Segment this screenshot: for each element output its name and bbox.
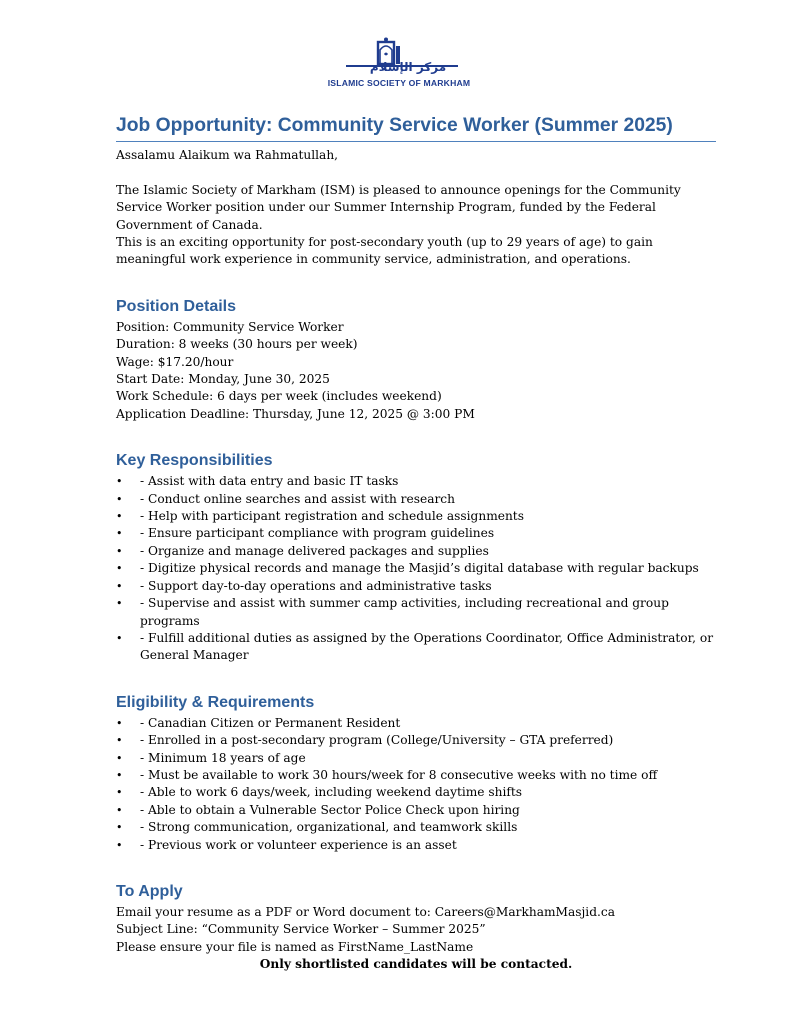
list-item: • - Minimum 18 years of age — [116, 750, 716, 767]
bullet-icon: • — [116, 597, 123, 611]
page-title: Job Opportunity: Community Service Worker (Summer 2025) — [116, 115, 716, 142]
work-schedule-line: Work Schedule: 6 days per week (includes weekend) — [116, 389, 442, 404]
position-line: Position: Community Service Worker — [116, 319, 344, 334]
intro-paragraph: The Islamic Society of Markham (ISM) is pleased to announce openings for the Community Service Worker position under our Summer Internship Program, funded by the Federal Government of Canada. — [116, 182, 681, 232]
greeting: Assalamu Alaikum wa Rahmatullah, — [116, 148, 339, 162]
list-item: • - Able to work 6 days/week, including weekend daytime shifts — [116, 784, 716, 801]
logo-organization-name: ISLAMIC SOCIETY OF MARKHAM — [327, 78, 471, 88]
bullet-icon: • — [116, 821, 123, 835]
list-item: • - Enrolled in a post-secondary program (College/University – GTA preferred) — [116, 732, 716, 749]
bullet-icon: • — [116, 475, 123, 489]
eligibility-heading: Eligibility & Requirements — [116, 693, 315, 711]
list-item: • - Strong communication, organizational, and teamwork skills — [116, 819, 716, 836]
shortlist-notice: Only shortlisted candidates will be contacted. — [259, 957, 573, 972]
logo-arabic-text: مركز الإسلام — [369, 60, 447, 74]
bullet-icon: • — [116, 527, 123, 541]
list-item: • - Canadian Citizen or Permanent Resident — [116, 715, 716, 732]
wage-line: Wage: $17.20/hour — [116, 354, 234, 369]
bullet-icon: • — [116, 579, 123, 593]
list-item: • - Supervise and assist with summer camp activities, including recreational and group programs — [116, 596, 669, 628]
responsibilities-list — [116, 473, 716, 664]
list-item: • - Able to obtain a Vulnerable Sector Police Check upon hiring — [116, 802, 716, 819]
eligibility-list — [116, 715, 716, 854]
bullet-icon: • — [116, 786, 123, 800]
intro-paragraph-2: This is an exciting opportunity for post-secondary youth (up to 29 years of age) to gain meaningful work experience in community service, administration, and operations. — [116, 235, 653, 267]
list-item: • - Assist with data entry and basic IT tasks — [116, 473, 716, 490]
bullet-icon: • — [116, 838, 123, 852]
bullet-icon: • — [116, 544, 123, 558]
start-date-line: Start Date: Monday, June 30, 2025 — [116, 372, 330, 387]
bullet-icon: • — [116, 716, 123, 730]
list-item: • - Organize and manage delivered packages and supplies — [116, 543, 716, 560]
position-details-heading: Position Details — [116, 297, 237, 315]
bullet-icon: • — [116, 803, 123, 817]
list-item: • - Conduct online searches and assist with research — [116, 491, 716, 508]
list-item: • - Fulfill additional duties as assigned by the Operations Coordinator, Office Administrator, or General Manager — [116, 630, 714, 663]
list-item: • - Support day-to-day operations and administrative tasks — [116, 578, 716, 595]
list-item: • - Previous work or volunteer experience is an asset — [116, 837, 716, 854]
bullet-icon: • — [116, 768, 123, 782]
list-item: • - Digitize physical records and manage the Masjid’s digital database with regular backups — [116, 560, 716, 577]
bullet-icon: • — [116, 751, 123, 765]
ism-logo — [310, 36, 488, 94]
list-item: • - Ensure participant compliance with program guidelines — [116, 525, 716, 542]
bullet-icon: • — [116, 562, 123, 576]
bullet-icon: • — [116, 492, 123, 506]
list-item: • - Must be available to work 30 hours/week for 8 consecutive weeks with no time off — [116, 767, 716, 784]
responsibilities-heading: Key Responsibilities — [116, 452, 273, 470]
document-body — [116, 147, 716, 974]
to-apply-heading: To Apply — [116, 882, 183, 900]
duration-line: Duration: 8 weeks (30 hours per week) — [116, 337, 358, 352]
bullet-icon: • — [116, 734, 123, 748]
email-instruction: Email your resume as a PDF or Word document to: Careers@MarkhamMasjid.ca — [116, 904, 615, 919]
bullet-icon: • — [116, 510, 123, 524]
bullet-icon: • — [116, 631, 123, 645]
file-name-instruction: Please ensure your file is named as FirstName_LastName — [116, 939, 474, 954]
subject-line-instruction: Subject Line: “Community Service Worker – Summer 2025” — [116, 922, 486, 937]
deadline-line: Application Deadline: Thursday, June 12, 2025 @ 3:00 PM — [116, 406, 475, 421]
list-item: • - Help with participant registration and schedule assignments — [116, 508, 716, 525]
